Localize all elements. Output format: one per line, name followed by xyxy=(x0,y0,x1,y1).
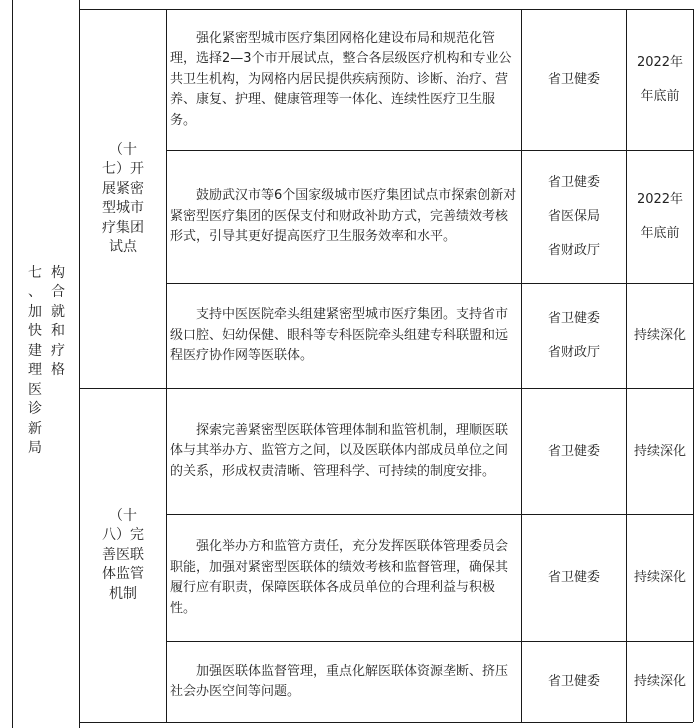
responsible-unit: 省卫健委 xyxy=(547,674,600,689)
category-subtitle: 构合就和疗格 xyxy=(51,264,65,378)
unit-cell xyxy=(522,284,626,388)
task-text: 强化紧密型城市医疗集团网格化建设布局和规范化管理，选择2—3个市开展试点，整合各层级医疗机构和专业公共卫生机构，为网格内居民提供疾病预防、诊断、治疗、营养、康复、护理、健康管理等一体化、连续性医疗卫生服务。 xyxy=(170,30,512,128)
subsection-title-cell xyxy=(80,10,166,388)
responsible-unit: 省卫健委 xyxy=(547,443,600,459)
deadline-year: 2022年 xyxy=(636,55,684,70)
task-cell xyxy=(167,642,521,722)
responsible-unit: 省卫健委 xyxy=(547,72,600,87)
task-cell xyxy=(167,10,521,150)
unit-cell xyxy=(522,515,626,641)
task-text: 探索完善紧密型医联体管理体制和监管机制，理顺医联体与其举办方、监管方之间，以及医联体内部成员单位之间的关系，形成权责清晰、管理科学、可持续的制度安排。 xyxy=(170,422,509,479)
subsection-title-cell xyxy=(80,389,166,722)
subsection-title: （十七）开展紧密型城市疗集团试点 xyxy=(102,141,144,255)
unit-cell xyxy=(522,151,626,283)
responsible-unit: 省卫健委 xyxy=(547,175,600,190)
unit-cell xyxy=(522,642,626,722)
responsible-unit: 省财政厅 xyxy=(547,345,600,360)
task-text: 鼓励武汉市等6个国家级城市医疗集团试点市探索创新对紧密型医疗集团的医保支付和财政补助方式，完善绩效考核形式，引导其更好提高医疗卫生服务效率和水平。 xyxy=(170,188,517,245)
task-cell xyxy=(167,389,521,514)
deadline-cell xyxy=(627,151,693,283)
task-text: 支持中医医院牵头组建紧密型城市医疗集团。支持省市级口腔、妇幼保健、眼科等专科医院牵头组建专科联盟和远程医疗协作网等医联体。 xyxy=(170,307,509,364)
responsible-unit: 省医保局 xyxy=(547,209,600,224)
deadline-cell xyxy=(627,389,693,514)
unit-cell xyxy=(522,10,626,150)
task-cell xyxy=(167,284,521,388)
task-cell xyxy=(167,515,521,641)
task-text: 加强医联体监督管理，重点化解医联体资源垄断、挤压社会办医空间等问题。 xyxy=(170,663,509,699)
deadline-cell xyxy=(627,515,693,641)
deadline-note: 持续深化 xyxy=(633,674,686,689)
deadline-note: 持续深化 xyxy=(633,443,686,459)
task-cell xyxy=(167,151,521,283)
row-divider xyxy=(79,722,693,723)
deadline-note: 年底前 xyxy=(640,89,680,104)
category-title: 七、加快建理医诊新局 xyxy=(28,264,42,456)
col-divider xyxy=(693,9,694,722)
unit-cell xyxy=(522,389,626,514)
responsible-unit: 省卫健委 xyxy=(547,311,600,326)
task-text: 强化举办方和监管方责任，充分发挥医联体管理委员会职能，加强对紧密型医联体的绩效考核和监督管理，确保其履行应有职责，保障医联体各成员单位的合理利益与积极性。 xyxy=(170,539,509,616)
deadline-note: 年底前 xyxy=(640,226,680,241)
responsible-unit: 省卫健委 xyxy=(547,570,600,585)
deadline-note: 持续深化 xyxy=(633,570,686,585)
subsection-title: （十八）完善医联体监管机制 xyxy=(102,507,144,602)
deadline-note: 持续深化 xyxy=(633,328,686,343)
deadline-year: 2022年 xyxy=(636,192,684,207)
category-cell xyxy=(13,0,79,728)
deadline-cell xyxy=(627,10,693,150)
deadline-cell xyxy=(627,642,693,722)
responsible-unit: 省财政厅 xyxy=(547,243,600,258)
deadline-cell xyxy=(627,284,693,388)
